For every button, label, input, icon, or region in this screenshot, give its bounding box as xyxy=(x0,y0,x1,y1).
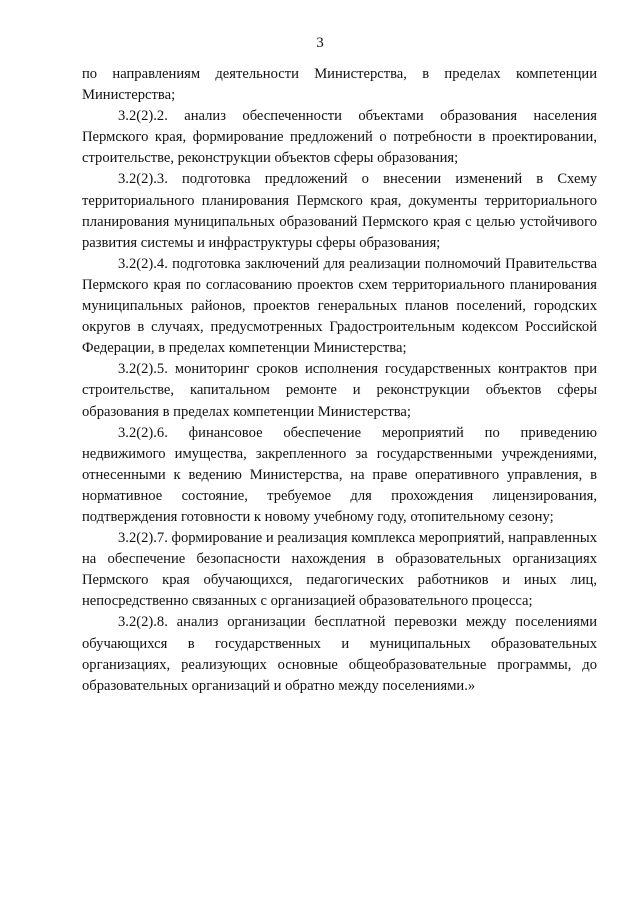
paragraph-3-2-2-8: 3.2(2).8. анализ организации бесплатной перевозки между поселениями обучающихся в государственных и муниципальных образовательных организациях, реализующих основные общеобразовательные программы, до образовательных организаций и обратно между поселениями.» xyxy=(82,614,597,694)
paragraph-3-2-2-3: 3.2(2).3. подготовка предложений о внесении изменений в Схему территориального планирования Пермского края, документы территориального планирования муниципальных образований Пермского края с целью устойчивого развития системы и инфраструктуры сферы образования; xyxy=(82,171,597,251)
paragraph-3-2-2-4: 3.2(2).4. подготовка заключений для реализации полномочий Правительства Пермского края по согласованию проектов схем территориального планирования муниципальных районов, проектов генеральных планов поселений, городских округов в случаях, предусмотренных Градостроительным кодексом Российской Федерации, в пределах компетенции Министерства; xyxy=(82,255,597,357)
page-number: 3 xyxy=(316,35,324,51)
paragraph-3-2-2-6: 3.2(2).6. финансовое обеспечение мероприятий по приведению недвижимого имущества, закрепленного за государственными учреждениями, отнесенными к ведению Министерства, на праве оперативного управления, в нормативное состояние, требуемое для прохождения лицензирования, подтверждения готовности к новому учебному году, отопительному сезону; xyxy=(82,424,597,525)
paragraph-3-2-2-2: 3.2(2).2. анализ обеспеченности объектами образования населения Пермского края, формирование предложений о потребности в проектировании, строительстве, реконструкции объектов сферы образования; xyxy=(82,108,597,167)
paragraph-3-2-2-7: 3.2(2).7. формирование и реализация комплекса мероприятий, направленных на обеспечение безопасности нахождения в образовательных организациях Пермского края обучающихся, педагогических работников и иных лиц, непосредственно связанных с организацией образовательного процесса; xyxy=(82,530,597,610)
paragraph-continuation: по направлениям деятельности Министерства, в пределах компетенции Министерства; xyxy=(82,66,597,104)
document-body xyxy=(82,64,597,697)
paragraph-3-2-2-5: 3.2(2).5. мониторинг сроков исполнения государственных контрактов при строительстве, капитальном ремонте и реконструкции объектов сферы образования в пределах компетенции Министерства; xyxy=(82,361,597,420)
